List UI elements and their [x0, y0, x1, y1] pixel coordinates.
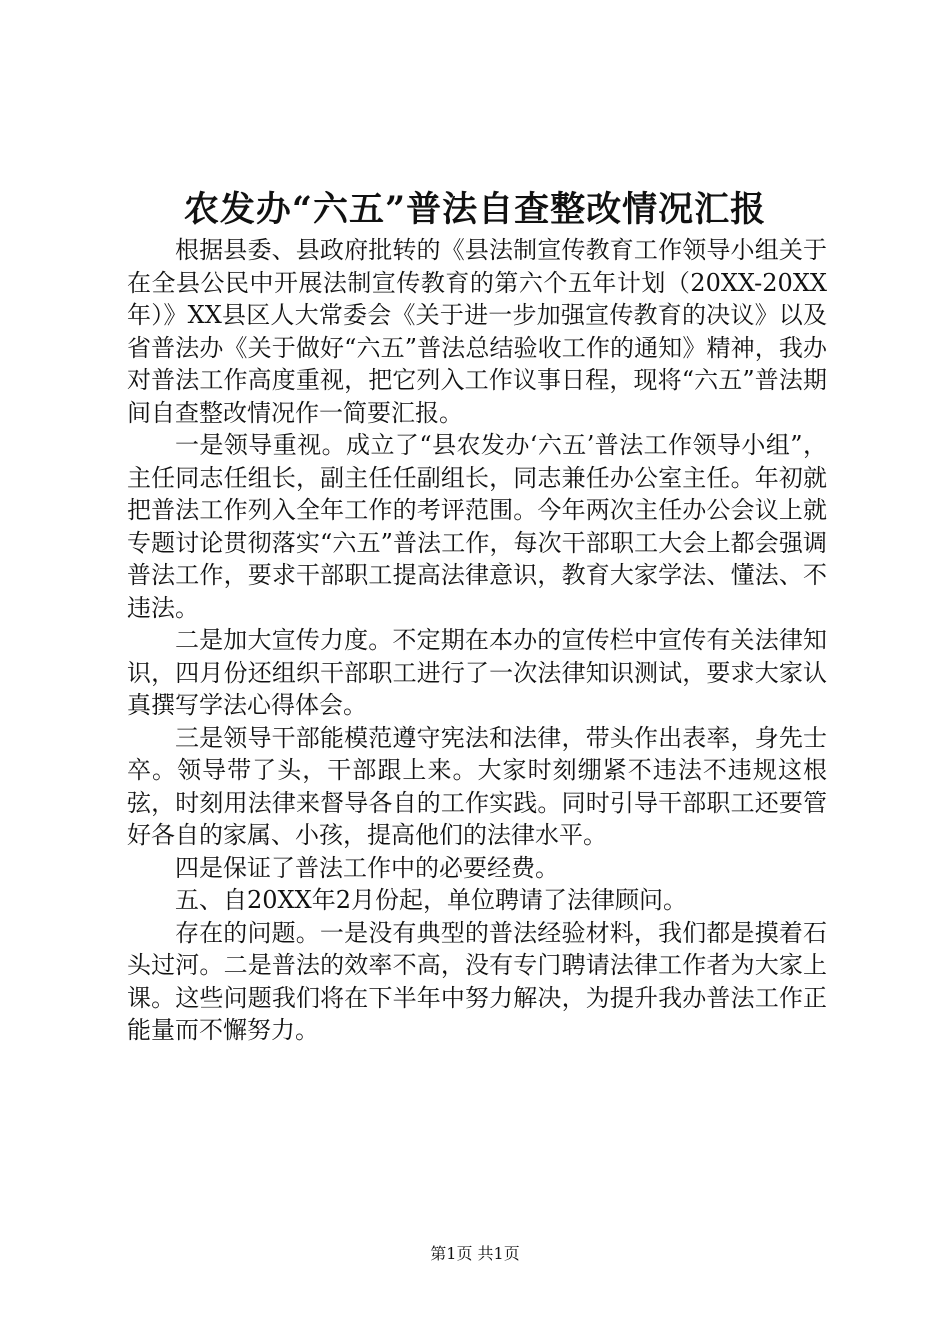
page-footer: 第1页 共1页 [430, 1244, 520, 1263]
paragraph-problems: 存在的问题。一是没有典型的普法经验材料，我们都是摸着石头过河。二是普法的效率不高，没有专门聘请法律工作者为大家上课。这些问题我们将在下半年中努力解决，为提升我办普法工作正能量而不懈努力。 [127, 918, 827, 1044]
paragraph-leadership: 一是领导重视。成立了“县农发办‘六五’普法工作领导小组”，主任同志任组长，副主任任副组长，同志兼任办公室主任。年初就把普法工作列入全年工作的考评范围。今年两次主任办公会议上就专题讨论贯彻落实“六五”普法工作，每次干部职工大会上都会强调普法工作，要求干部职工提高法律意识，教育大家学法、懂法、不违法。 [127, 431, 827, 622]
paragraph-publicity: 二是加大宣传力度。不定期在本办的宣传栏中宣传有关法律知识，四月份还组织干部职工进行了一次法律知识测试，要求大家认真撰写学法心得体会。 [127, 626, 827, 719]
paragraph-example: 三是领导干部能模范遵守宪法和法律，带头作出表率，身先士卒。领导带了头，干部跟上来。大家时刻绷紧不违法不违规这根弦，时刻用法律来督导各自的工作实践。同时引导干部职工还要管好各自的家属、小孩，提高他们的法律水平。 [127, 723, 827, 849]
paragraph-funding: 四是保证了普法工作中的必要经费。 [175, 853, 559, 882]
document-body [127, 234, 827, 1047]
paragraph-legal-advisor: 五、自20XX年2月份起，单位聘请了法律顾问。 [175, 886, 687, 914]
document-title: 农发办“六五”普法自查整改情况汇报 [183, 189, 767, 230]
paragraph-intro: 根据县委、县政府批转的《县法制宣传教育工作领导小组关于在全县公民中开展法制宣传教育的第六个五年计划（20XX-20XX年）》XX县区人大常委会《关于进一步加强宣传教育的决议》以及省普法办《关于做好“六五”普法总结验收工作的通知》精神，我办对普法工作高度重视，把它列入工作议事日程，现将“六五”普法期间自查整改情况作一简要汇报。 [127, 236, 827, 427]
